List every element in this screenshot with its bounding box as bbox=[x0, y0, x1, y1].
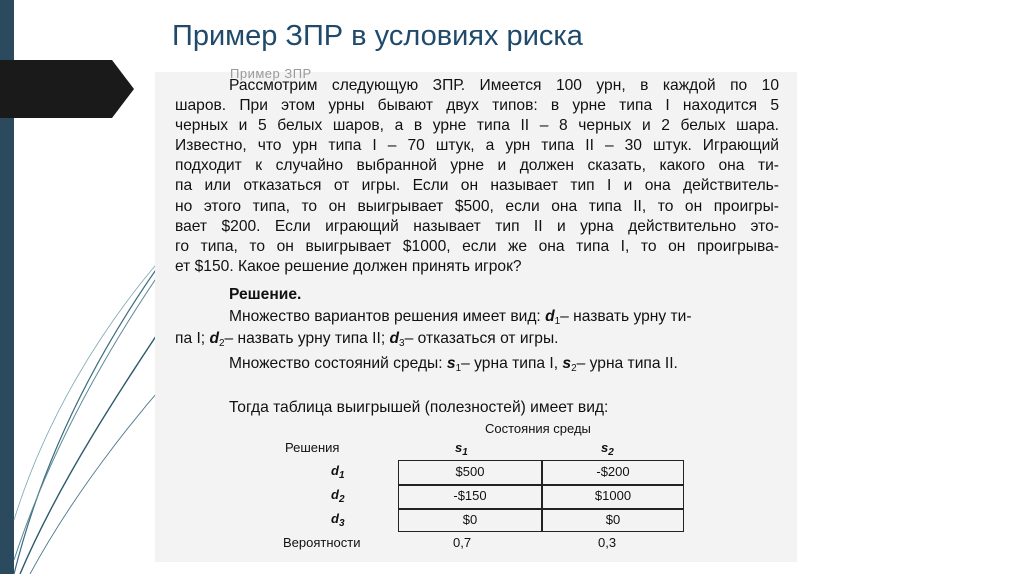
problem-line: Известно, что урн типа I – 70 штук, а урн типа II – 30 штук. Играющий bbox=[175, 137, 779, 155]
table-cell: -$150 bbox=[453, 488, 487, 503]
table-cell: $1000 bbox=[594, 488, 632, 503]
problem-paragraph bbox=[175, 76, 779, 277]
decisions-line-2: па I; $d_2-$ назвать урну типа II; $d_3-$ отказаться от игры. bbox=[175, 330, 559, 349]
column-header-s1: $s_1$ bbox=[455, 440, 468, 458]
solution-heading: Решение. bbox=[229, 286, 302, 303]
slide-title: Пример ЗПР в условиях риска bbox=[172, 20, 583, 52]
table-cell: $0 bbox=[462, 512, 478, 527]
probability-s1: 0,7 bbox=[453, 535, 472, 550]
row-label-d2: $d_2$ bbox=[331, 487, 345, 505]
problem-line: но этого типа, то он выигрывает $500, если она типа II, то он проигры- bbox=[175, 197, 779, 215]
problem-line: ет $150. Какое решение должен принять игрок? bbox=[175, 257, 522, 275]
table-cell: $0 bbox=[605, 512, 621, 527]
table-divider bbox=[399, 484, 683, 486]
scanned-text-image bbox=[155, 66, 797, 562]
states-line: Множество состояний среды: $s_1-$ урна типа I, $s_2-$ урна типа II. bbox=[229, 355, 678, 374]
problem-line: го типа, то он выигрывает $1000, если же она типа I, то он проигрыва- bbox=[175, 237, 779, 255]
decisions-line-1: Множество вариантов решения имеет вид: $d_1-$ назвать урну ти- bbox=[229, 308, 692, 327]
cropped-heading-remnant: Пример ЗПР bbox=[230, 66, 312, 81]
problem-line: шаров. При этом урны бывают двух типов: в урне типа I находится 5 bbox=[175, 97, 779, 115]
table-divider bbox=[399, 508, 683, 510]
rows-header: Решения bbox=[285, 440, 340, 455]
problem-line: черных и 5 белых шаров, а в урне типа II – 8 черных и 2 белых шара. bbox=[175, 117, 779, 135]
problem-line: вает $200. Если играющий называет тип II и урна действительно это- bbox=[175, 217, 779, 235]
row-label-d3: $d_3$ bbox=[331, 511, 345, 529]
problem-line: подходит к случайно выбранной урне и должен сказать, какого она ти- bbox=[175, 157, 779, 175]
table-intro: Тогда таблица выигрышей (полезностей) имеет вид: bbox=[229, 399, 609, 416]
table-cell: $500 bbox=[455, 464, 485, 479]
table-caption: Состояния среды bbox=[485, 421, 591, 436]
row-label-d1: $d_1$ bbox=[331, 463, 345, 481]
probabilities-label: Вероятности bbox=[283, 535, 361, 550]
probability-s2: 0,3 bbox=[598, 535, 617, 550]
title-arrow-tab bbox=[0, 60, 134, 118]
column-header-s2: $s_2$ bbox=[601, 440, 614, 458]
problem-line: па или отказаться от игры. Если он называет тип I и она действитель- bbox=[175, 177, 779, 195]
payoff-table bbox=[398, 460, 684, 532]
table-cell: -$200 bbox=[596, 464, 630, 479]
problem-line: Рассмотрим следующую ЗПР. Имеется 100 урн, в каждой по 10 bbox=[229, 77, 779, 94]
